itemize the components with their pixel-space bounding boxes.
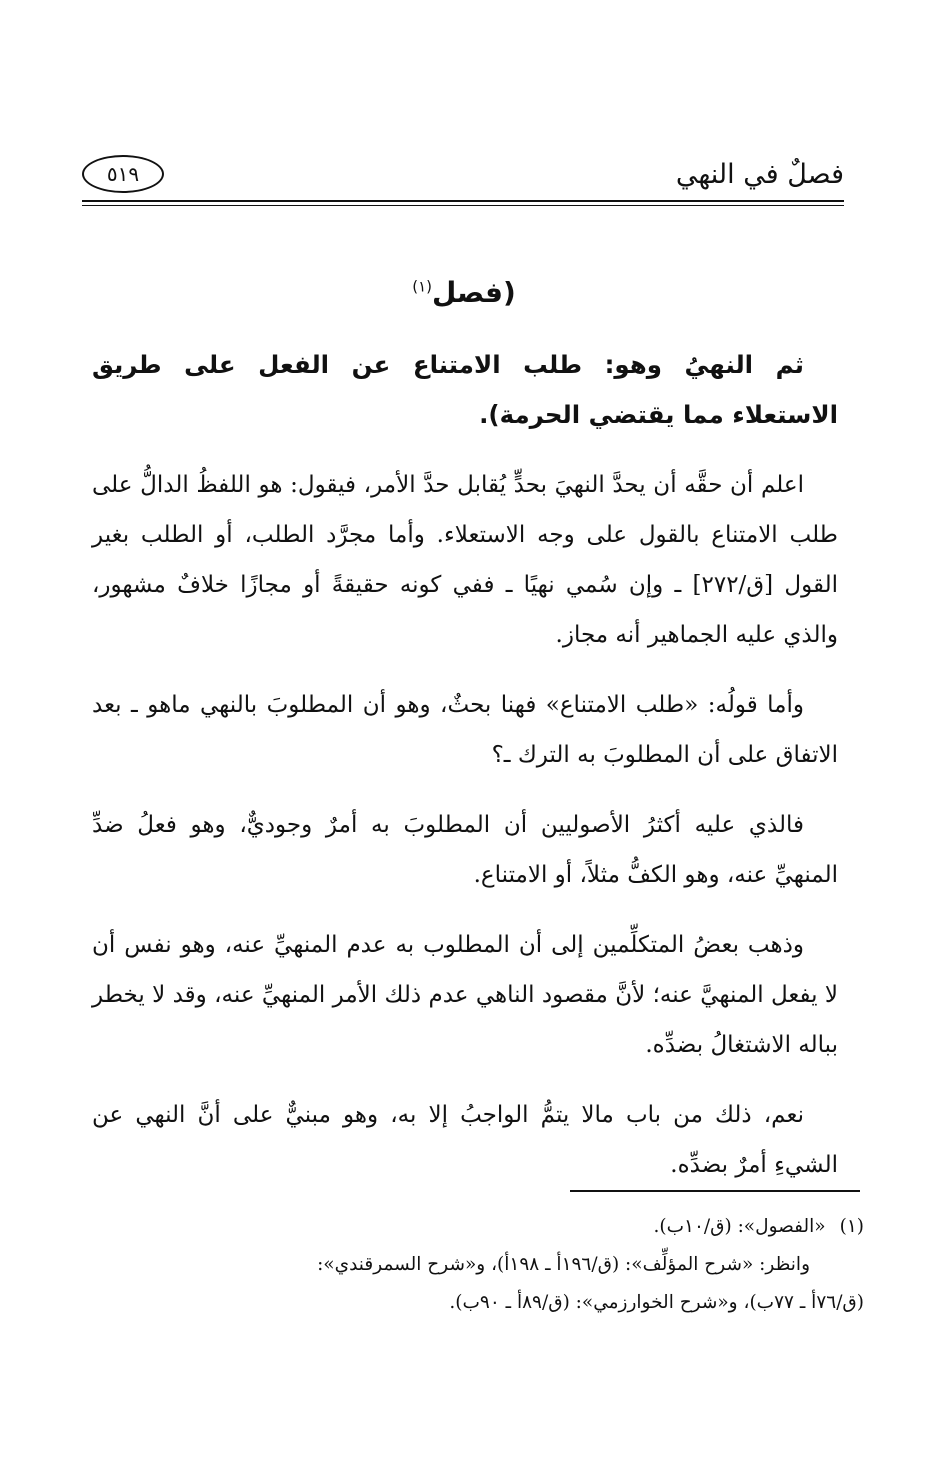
main-text bbox=[92, 340, 838, 1190]
running-title: فصلٌ في النهي bbox=[675, 158, 844, 190]
definition-text: ثم النهيُ وهو: طلب الامتناع عن الفعل على طريق الاستعلاء مما يقتضي الحرمة). bbox=[92, 350, 838, 429]
paragraph: وأما قولُه: «طلب الامتناع» فهنا بحثٌ، وهو أن المطلوبَ بالنهي ماهو ـ بعد الاتفاق على أن المطلوبَ به الترك ـ؟ bbox=[92, 692, 838, 768]
footnotes bbox=[84, 1208, 864, 1322]
page-number: ٥١٩ bbox=[82, 155, 164, 193]
paragraph: فالذي عليه أكثرُ الأصوليين أن المطلوبَ به أمرٌ وجوديٌّ، وهو فعلُ ضدِّ المنهيِّ عنه، وهو الكفُّ مثلاً، أو الامتناع. bbox=[92, 812, 838, 888]
footnote-line: (ق/٧٦أ ـ ٧٧ب)، و«شرح الخوارزمي»: (ق/٨٩أ ـ ٩٠ب). bbox=[449, 1292, 864, 1313]
paragraph: نعم، ذلك من باب مالا يتمُّ الواجبُ إلا به، وهو مبنيٌّ على أنَّ النهي عن الشيءِ أمرٌ بضدِّه. bbox=[92, 1102, 838, 1178]
paragraph: وذهب بعضُ المتكلِّمين إلى أن المطلوب به عدم المنهيِّ عنه، وهو نفس أن لا يفعل المنهيَّ عنه؛ لأنَّ مقصود الناهي عدم ذلك الأمر المنهيِّ عنه، وقد لا يخطر بباله الاشتغالُ بضدِّه. bbox=[92, 932, 838, 1058]
section-title: (فصل bbox=[432, 276, 516, 309]
footnote-text: «الفصول»: (ق/١٠ب). bbox=[653, 1216, 826, 1237]
paragraph: اعلم أن حقَّه أن يحدَّ النهيَ بحدٍّ يُقابل حدَّ الأمر، فيقول: هو اللفظُ الدالُّ على طلب الامتناع بالقول على وجه الاستعلاء. وأما مجرَّد الطلب، أو الطلب بغير القول [ق/٢٧٢] ـ وإن سُمي نهيًا ـ ففي كونه حقيقةً أو مجازًا خلافٌ مشهور، والذي عليه الجماهير أنه مجاز. bbox=[92, 472, 838, 648]
footnote-number: (١) bbox=[839, 1216, 864, 1237]
footnote-marker: (١) bbox=[412, 277, 433, 296]
header-rule-thin bbox=[82, 205, 844, 206]
header-rule-thick bbox=[82, 200, 844, 202]
footnote-line bbox=[84, 1208, 864, 1246]
section-heading bbox=[0, 276, 928, 309]
page-header bbox=[82, 150, 844, 198]
footnote-separator bbox=[570, 1190, 860, 1192]
footnote-line: وانظر: «شرح المؤلِّف»: (ق/١٩٦أ ـ ١٩٨أ)، و«شرح السمرقندي»: bbox=[317, 1254, 810, 1275]
